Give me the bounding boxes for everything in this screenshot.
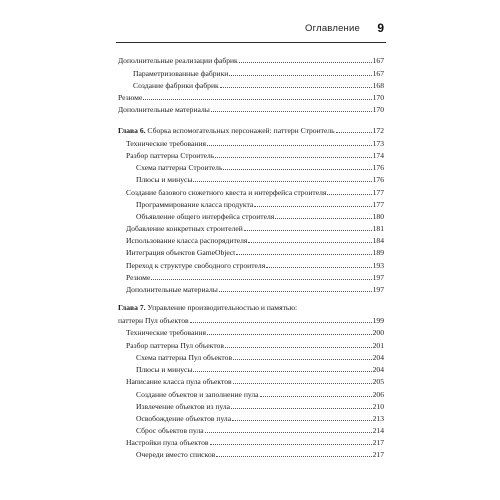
toc-entry-label: Интеграция объектов GameObject bbox=[126, 248, 236, 257]
toc-entry bbox=[126, 244, 384, 257]
toc-entry-page: 170 bbox=[372, 93, 384, 102]
dot-leader bbox=[248, 242, 371, 243]
dot-leader bbox=[231, 408, 372, 409]
dot-leader bbox=[327, 194, 371, 195]
toc-chapter-entry bbox=[118, 122, 384, 135]
toc-entry-page: 181 bbox=[372, 224, 384, 233]
toc-entry-label: Добавление конкретных строителей bbox=[126, 224, 243, 233]
toc-entry-label: Извлечение объектов из пула bbox=[136, 402, 231, 411]
dot-leader bbox=[207, 145, 372, 146]
toc-entry bbox=[136, 446, 384, 459]
toc-entry bbox=[126, 281, 384, 294]
dot-leader bbox=[239, 62, 372, 63]
toc-entry-page: 170 bbox=[372, 105, 384, 114]
dot-leader bbox=[215, 157, 371, 158]
dot-leader bbox=[236, 254, 371, 255]
toc-entry-page: 189 bbox=[372, 248, 384, 257]
toc-entry-label: Программирование класса продукта bbox=[136, 200, 254, 209]
toc-entry-page: 204 bbox=[372, 353, 384, 362]
toc-entry-label: Разбор паттерна Пул объектов bbox=[126, 341, 224, 350]
toc-entry-page: 167 bbox=[372, 69, 384, 78]
dot-leader bbox=[233, 359, 372, 360]
dot-leader bbox=[260, 396, 372, 397]
toc-entry-page: 177 bbox=[372, 188, 384, 197]
running-title: Оглавление bbox=[305, 23, 360, 34]
toc-entry-label: Создание объектов и заполнение пула bbox=[136, 390, 259, 399]
toc-entry-page: 193 bbox=[372, 261, 384, 270]
toc-entry-label: Плюсы и минусы bbox=[136, 365, 193, 374]
dot-leader bbox=[143, 99, 371, 100]
toc-entry-label: Схема паттерна Строитель bbox=[136, 163, 223, 172]
toc-entry-label: Сброс объектов пула bbox=[136, 426, 204, 435]
dot-leader bbox=[220, 87, 372, 88]
toc-entry-page: 217 bbox=[372, 450, 384, 459]
toc-chapter-entry bbox=[118, 303, 297, 312]
toc-entry-label: Создание фабрики фабрик bbox=[133, 81, 219, 90]
dot-leader bbox=[244, 230, 372, 231]
toc-entry-page: 167 bbox=[372, 56, 384, 65]
toc-entry-page: 204 bbox=[372, 365, 384, 374]
toc-entry-label: Технические требования bbox=[126, 328, 207, 337]
dot-leader bbox=[219, 291, 372, 292]
toc-entry-label: Схема паттерна Пул объектов bbox=[136, 353, 233, 362]
chapter-title-cont: паттерн Пул объектов bbox=[118, 316, 189, 325]
chapter-title: Сборка вспомогательных персонажей: паттерн Строитель bbox=[145, 126, 335, 135]
dot-leader bbox=[207, 334, 372, 335]
toc-entry-page: 177 bbox=[372, 200, 384, 209]
toc-entry-label: Написание класса пула объектов bbox=[126, 377, 232, 386]
toc-entry-label: Технические требования bbox=[126, 139, 207, 148]
toc-entry-label: Очереди вместо списков bbox=[136, 450, 216, 459]
dot-leader bbox=[233, 383, 372, 384]
toc-entry bbox=[126, 324, 384, 337]
dot-leader bbox=[193, 371, 371, 372]
dot-leader bbox=[225, 347, 372, 348]
toc-entry-page: 174 bbox=[372, 151, 384, 160]
dot-leader bbox=[216, 456, 371, 457]
toc-entry-label bbox=[118, 126, 335, 135]
dot-leader bbox=[275, 218, 371, 219]
toc-entry-page: 173 bbox=[372, 139, 384, 148]
toc-entry-page: 199 bbox=[372, 316, 384, 325]
toc-entry-page: 200 bbox=[372, 328, 384, 337]
toc-entry-page: 197 bbox=[372, 285, 384, 294]
toc-entry bbox=[118, 101, 384, 114]
page-number: 9 bbox=[377, 21, 384, 35]
toc-entry-page: 168 bbox=[372, 81, 384, 90]
toc-entry-page: 172 bbox=[372, 126, 384, 135]
toc-entry-page: 201 bbox=[372, 341, 384, 350]
toc-entry-page: 205 bbox=[372, 377, 384, 386]
toc-entry-page: 217 bbox=[372, 438, 384, 447]
dot-leader bbox=[205, 432, 372, 433]
dot-leader bbox=[211, 111, 372, 112]
dot-leader bbox=[190, 322, 372, 323]
dot-leader bbox=[229, 75, 371, 76]
toc-entry-label: Резюме bbox=[118, 93, 143, 102]
toc-entry-label: Объявление общего интерфейса строителя bbox=[136, 212, 275, 221]
toc-entry-label: Резюме bbox=[126, 273, 151, 282]
toc-entry bbox=[136, 171, 384, 184]
toc-entry-page: 213 bbox=[372, 414, 384, 423]
toc-entry-page: 184 bbox=[372, 236, 384, 245]
dot-leader bbox=[336, 132, 372, 133]
chapter-number: Глава 7. bbox=[118, 303, 146, 312]
toc-entry-label: Дополнительные материалы bbox=[118, 105, 210, 114]
toc-entry-page: 206 bbox=[372, 390, 384, 399]
toc-entry-page: 180 bbox=[372, 212, 384, 221]
toc-entry-label: Разбор паттерна Строитель bbox=[126, 151, 215, 160]
toc-entry-page: 214 bbox=[372, 426, 384, 435]
chapter-number: Глава 6. bbox=[118, 126, 146, 135]
toc-entry-page: 176 bbox=[372, 175, 384, 184]
toc-entry-label: Дополнительные реализации фабрик bbox=[118, 56, 238, 65]
toc-entry-label: Освобождение объектов пула bbox=[136, 414, 232, 423]
dot-leader bbox=[223, 169, 371, 170]
dot-leader bbox=[193, 181, 371, 182]
toc-entry-label: Дополнительные материалы bbox=[126, 285, 218, 294]
toc-entry bbox=[118, 52, 384, 65]
toc-entry-label: Использование класса распорядителя bbox=[126, 236, 248, 245]
chapter-title: Управление производительностью и памятью: bbox=[145, 303, 298, 312]
toc-entry-label: Параметризованные фабрики bbox=[133, 69, 229, 78]
toc-entry-page: 176 bbox=[372, 163, 384, 172]
dot-leader bbox=[232, 420, 372, 421]
dot-leader bbox=[254, 206, 371, 207]
toc-entry-page: 197 bbox=[372, 273, 384, 282]
toc-entry-label: Переход к структуре свободного строителя bbox=[126, 261, 266, 270]
toc-entry bbox=[126, 373, 384, 386]
toc-entry-page: 210 bbox=[372, 402, 384, 411]
dot-leader bbox=[266, 267, 371, 268]
dot-leader bbox=[151, 279, 371, 280]
toc-entry-label: Настройки пула объектов bbox=[126, 438, 209, 447]
toc-entry-label: Создание базового сюжетного квеста и интерфейса строителя bbox=[126, 188, 327, 197]
dot-leader bbox=[210, 444, 372, 445]
toc-entry-label: Плюсы и минусы bbox=[136, 175, 193, 184]
